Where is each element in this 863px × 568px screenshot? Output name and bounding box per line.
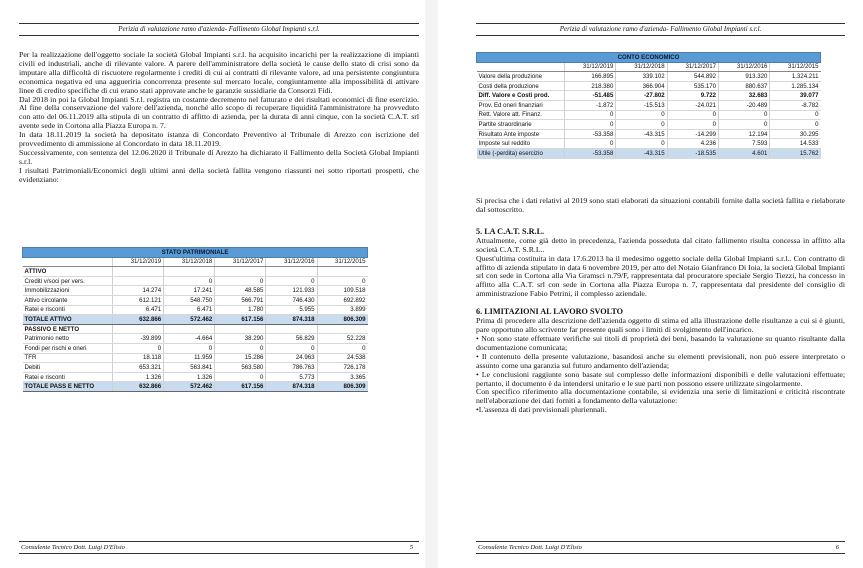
page-header: Perizia di valutazione ramo d'azienda- Fallimento Global Impianti s.r.l. (19, 23, 419, 36)
page-5 (0, 0, 425, 568)
paragraph: Successivamente, con sentenza del 12.06.2020 il Tribunale di Arezzo ha dichiarato il Fallimento della Società Global Impianti s.r.l. (19, 147, 419, 166)
paragraph: In data 18.11.2019 la società ha depositato istanza di Concordato Preventivo al Tribunale di Arezzo con iscrizione del provvedimento di ammissione al Concordato in data 18.11.2019. (19, 130, 419, 149)
row-value: 535.170 (667, 81, 718, 91)
row-value: 15.286 (215, 353, 266, 363)
row-value (266, 267, 317, 277)
row-value: 24.538 (317, 353, 367, 363)
row-value: 0 (266, 276, 317, 286)
row-value: 786.763 (266, 363, 317, 373)
row-value (215, 267, 266, 277)
table-row (23, 324, 368, 334)
table-row (477, 139, 821, 149)
paragraph: Per la realizzazione dell'oggetto sociale la società Global Impianti s.r.l. ha acquisito incarichi per la realizzazione di impianti civili ed industriali, anche di rilevante valore. A parere dell'amministratore della società le cause dello stato di crisi sono da imputare alla difficoltà di riscuotere regolarmente i crediti di cui ai contratti di rilevante valore, ad una persistente congiuntura economica negativa ed una aggueriria concorrenza presente sul mercato locale, congiuntamente alla impossibilità di attivare linee di credito specifiche di cui erano stati approvate anche le garanzie sussidiarie da Consorzi Fidi. (19, 50, 419, 95)
column-header-year: 31/12/2017 (215, 257, 266, 267)
note-paragraph: Si precisa che i dati relativi al 2019 sono stati elaborati da situazioni contabili fornite dalla società fallita e rielaborate dal sottoscritto. (476, 196, 845, 214)
table-row (23, 363, 368, 373)
table-header-blank (23, 257, 113, 267)
row-label: Prov. Ed oneri finanziari (477, 100, 565, 110)
table-header-blank (477, 62, 565, 72)
row-value: -43.315 (616, 129, 667, 139)
row-value: -4.664 (164, 334, 215, 344)
row-value (164, 267, 215, 277)
row-value: 4.601 (719, 148, 770, 158)
column-header-year: 31/12/2018 (616, 62, 667, 72)
list-item: •L'assenza di dati previsionali pluriennali. (476, 405, 607, 415)
row-value: 9.722 (667, 91, 718, 101)
section-5-title: 5. LA C.A.T. S.R.L. (476, 226, 545, 236)
row-value: 1.324.211 (770, 72, 821, 82)
page-6 (438, 0, 863, 568)
row-value: 0 (565, 120, 616, 130)
column-header-year: 31/12/2015 (770, 62, 821, 72)
row-label: Risultato Ante imposte (477, 129, 565, 139)
row-value: 0 (770, 120, 821, 130)
table-row (23, 372, 368, 382)
list-item: • Le conclusioni raggiunte sono basate sul complesso delle informazioni disponibili e delle valutazioni effettuate; pertanto, il documento è da intendersi unitario e le sue parti non possono essere utilizzate singolarmente. (476, 369, 845, 388)
row-value: 806.309 (317, 382, 367, 392)
table-title-row (23, 248, 368, 258)
row-value: 0 (565, 139, 616, 149)
row-label: Partite straordinarie (477, 120, 565, 130)
row-value: 339.102 (616, 72, 667, 82)
row-value: 15.762 (770, 148, 821, 158)
paragraph: Con specifico riferimento alla documentazione contabile, si evidenzia una serie di limitazioni e criticità riscontrate nell'elaborazione dei dati forniti a fondamento della valutazione: (476, 387, 845, 406)
table-row (23, 286, 368, 296)
row-value: 0 (667, 120, 718, 130)
row-value: 52.228 (317, 334, 367, 344)
row-value: -20.489 (719, 100, 770, 110)
row-value: 746.430 (266, 295, 317, 305)
table-title-row (477, 53, 821, 63)
row-value: 17.241 (164, 286, 215, 296)
row-value: 6.471 (113, 305, 164, 315)
page-number: 5 (409, 544, 413, 551)
row-label: Diff. Valore e Costi prod. (477, 91, 565, 101)
row-value: 0 (164, 276, 215, 286)
row-value: 0 (317, 276, 367, 286)
row-value: -1.872 (565, 100, 616, 110)
table-row (477, 100, 821, 110)
row-value: 0 (616, 120, 667, 130)
row-label: Rett. Valore att. Finanz. (477, 110, 565, 120)
row-value: 1.285.134 (770, 81, 821, 91)
row-value: 0 (215, 372, 266, 382)
row-value: 5.955 (266, 305, 317, 315)
row-value: 1.326 (164, 372, 215, 382)
column-header-year: 31/12/2015 (317, 257, 367, 267)
row-value: 1.326 (113, 372, 164, 382)
column-header-year: 31/12/2016 (266, 257, 317, 267)
row-label: Ratei e risconti (23, 305, 113, 315)
table-title: STATO PATRIMONIALE (23, 248, 368, 258)
row-value: 0 (317, 343, 367, 353)
row-value (266, 324, 317, 334)
row-value: 32.683 (719, 91, 770, 101)
page-gutter (425, 0, 438, 568)
row-label: Attivo circolante (23, 295, 113, 305)
row-value: 544.892 (667, 72, 718, 82)
table-row (23, 305, 368, 315)
row-label: TOTALE ATTIVO (23, 315, 113, 325)
row-value (317, 324, 367, 334)
row-value (113, 276, 164, 286)
row-value: 0 (215, 276, 266, 286)
row-label: Utile (-perdita) esercizio (477, 148, 565, 158)
row-value: 166.895 (565, 72, 616, 82)
column-header-year: 31/12/2016 (719, 62, 770, 72)
column-header-year: 31/12/2017 (667, 62, 718, 72)
paragraph: I risultati Patrimoniali/Economici degli ultimi anni della società fallita vengono riassunti nei sotto riportati prospetti, che evidenziano: (19, 165, 419, 184)
paragraph: Attualmente, come già detto in precedenza, l'azienda posseduta dal citato fallimento risulta concessa in affitto alla società C.A.T. S.R.L.. (476, 235, 845, 254)
row-value: 12.194 (719, 129, 770, 139)
paragraph: Quest'ultima costituita in data 17.6.2013 ha il medesimo oggetto sociale della Global Impianti s.r.l.. Con contratto di affitto di azienda stipulato in data 6 novembre 2019, per atto del Notaio Gianfranco Di Ioia, la società Global Impianti srl con sede in Cortona alla Via Gramsci n.79/F, rappresentata dal procuratore speciale Sergio Tiezzi, ha concesso in affitto alla C.A.T. srl con sede in Cortona alla Piazza Europa n. 7, rappresentata dal presidente del consiglio di amministrazione Fabio Petrini, il complesso aziendale. (476, 253, 845, 299)
row-value: 563.841 (164, 363, 215, 373)
right-page-body (476, 197, 845, 415)
row-value: 3.899 (317, 305, 367, 315)
row-value: 566.791 (215, 295, 266, 305)
row-value: -53.358 (565, 129, 616, 139)
row-value: 632.866 (113, 315, 164, 325)
row-value: 366.904 (616, 81, 667, 91)
row-value: -51.485 (565, 91, 616, 101)
table-row (23, 353, 368, 363)
stato-patrimoniale-table (22, 247, 368, 392)
row-value: 0 (770, 110, 821, 120)
row-label: Debiti (23, 363, 113, 373)
row-value: 11.959 (164, 353, 215, 363)
table-row (477, 81, 821, 91)
table-header-row (23, 257, 368, 267)
row-value: 0 (616, 139, 667, 149)
row-value: 874.318 (266, 382, 317, 392)
row-value: 38.290 (215, 334, 266, 344)
table-title: CONTO ECONOMICO (477, 53, 821, 63)
row-value: 30.295 (770, 129, 821, 139)
row-value: 218.380 (565, 81, 616, 91)
row-value: 0 (565, 110, 616, 120)
row-value: 874.318 (266, 315, 317, 325)
row-value: 4.236 (667, 139, 718, 149)
table-row (477, 91, 821, 101)
row-label: PASSIVO E NETTO (23, 324, 113, 334)
section-6-title: 6. LIMITAZIONI AL LAVORO SVOLTO (476, 307, 624, 317)
list-item: • Il contenuto della presente valutazione, basandosi anche su elementi previsionali, non può essere interpretato o assunto come una garanzia sul futuro andamento dell'azienda; (476, 351, 845, 370)
row-value: 1.780 (215, 305, 266, 315)
row-value: 56.829 (266, 334, 317, 344)
table-row (477, 72, 821, 82)
row-value: 7.593 (719, 139, 770, 149)
row-value: 572.462 (164, 382, 215, 392)
row-value: -14.299 (667, 129, 718, 139)
conto-economico-table (476, 52, 821, 159)
row-value: 6.471 (164, 305, 215, 315)
row-label: Ratei e risconti (23, 372, 113, 382)
row-value: 48.585 (215, 286, 266, 296)
row-value: -8.782 (770, 100, 821, 110)
row-value: 24.963 (266, 353, 317, 363)
row-value: 612.121 (113, 295, 164, 305)
row-label: Fondi per rischi e oneri (23, 343, 113, 353)
row-label: ATTIVO (23, 267, 113, 277)
row-value: 617.156 (215, 315, 266, 325)
row-value: 806.309 (317, 315, 367, 325)
page-number: 6 (835, 544, 839, 551)
row-label: Immobilizzazioni (23, 286, 113, 296)
row-value: 563.580 (215, 363, 266, 373)
page-header: Perizia di valutazione ramo d'azienda- Fallimento Global Impianti s.r.l. (476, 23, 845, 36)
row-value: 0 (719, 120, 770, 130)
column-header-year: 31/12/2018 (164, 257, 215, 267)
row-value: 880.637 (719, 81, 770, 91)
row-value: -43.315 (616, 148, 667, 158)
row-value: 18.118 (113, 353, 164, 363)
row-label: Costi della produzione (477, 81, 565, 91)
table-row (23, 343, 368, 353)
row-value: 0 (719, 110, 770, 120)
row-value (113, 324, 164, 334)
row-value: 0 (616, 110, 667, 120)
row-value: 0 (266, 343, 317, 353)
row-value: -39.899 (113, 334, 164, 344)
table-header-row (477, 62, 821, 72)
paragraph: Prima di procedere alla descrizione dell'azienda oggetto di stima ed alla illustrazione delle risultanze a cui si è giunti, pare opportuno allo scrivente far presente quali sono i limiti di svolgimento dell'incarico. (476, 316, 845, 335)
row-value (317, 267, 367, 277)
row-value: 121.933 (266, 286, 317, 296)
row-value (215, 324, 266, 334)
row-value: 14.533 (770, 139, 821, 149)
row-value: 39.077 (770, 91, 821, 101)
row-label: TFR (23, 353, 113, 363)
table-row (23, 276, 368, 286)
row-value (164, 324, 215, 334)
row-label: Imposte sul reddito (477, 139, 565, 149)
row-value: -15.513 (616, 100, 667, 110)
table-row (477, 110, 821, 120)
row-value: 617.156 (215, 382, 266, 392)
table-row (477, 129, 821, 139)
table-row (477, 148, 821, 158)
row-label: Patrimonio netto (23, 334, 113, 344)
column-header-year: 31/12/2019 (113, 257, 164, 267)
paragraph: Dal 2018 in poi la Global Impianti S.r.l. registra un costante decremento nel fatturato e dei risultati economici di fine esercizio. Al fine della conservazione del valore dell'azienda, nonché allo scopo di recuperare liquidità l'amministratore ha provveduto con atto del 06.11.2019 alla stipula di un contratto di affitto di azienda, per la durata di anni cinque, con la società C.A.T. srl avente sede in Cortona alla Piazza Europa n. 7. (19, 94, 419, 131)
row-value: 0 (667, 110, 718, 120)
row-value: -27.802 (616, 91, 667, 101)
row-value: 0 (113, 343, 164, 353)
row-value: -24.021 (667, 100, 718, 110)
row-value (113, 267, 164, 277)
left-page-body (19, 51, 419, 185)
list-item: • Non sono state effettuate verifiche sui titoli di proprietà dei beni, basando la valutazione su quanto risultante dalla documentazione comunicata; (476, 333, 845, 352)
page-footer (476, 541, 845, 554)
row-value: 572.462 (164, 315, 215, 325)
column-header-year: 31/12/2019 (565, 62, 616, 72)
row-value: 692.892 (317, 295, 367, 305)
table-row (23, 315, 368, 325)
row-value: 109.518 (317, 286, 367, 296)
table-row (23, 295, 368, 305)
row-value: 0 (215, 343, 266, 353)
row-value: 726.178 (317, 363, 367, 373)
row-value: 5.773 (266, 372, 317, 382)
row-label: Valore della produzione (477, 72, 565, 82)
footer-author: Consulente Tecnico Dott. Luigi D'Elisio (478, 544, 582, 551)
row-value: 632.866 (113, 382, 164, 392)
table-row (23, 382, 368, 392)
row-value: 653.321 (113, 363, 164, 373)
page-footer (19, 541, 419, 554)
row-value: 0 (164, 343, 215, 353)
row-label: Crediti v/soci per vers. (23, 276, 113, 286)
row-value: -18.535 (667, 148, 718, 158)
row-value: 548.750 (164, 295, 215, 305)
row-value: 913.320 (719, 72, 770, 82)
footer-author: Consulente Tecnico Dott. Luigi D'Elisio (21, 544, 125, 551)
table-row (23, 334, 368, 344)
table-row (477, 120, 821, 130)
row-value: 3.365 (317, 372, 367, 382)
table-row (23, 267, 368, 277)
row-value: -53.358 (565, 148, 616, 158)
row-value: 14.274 (113, 286, 164, 296)
row-label: TOTALE PASS E NETTO (23, 382, 113, 392)
